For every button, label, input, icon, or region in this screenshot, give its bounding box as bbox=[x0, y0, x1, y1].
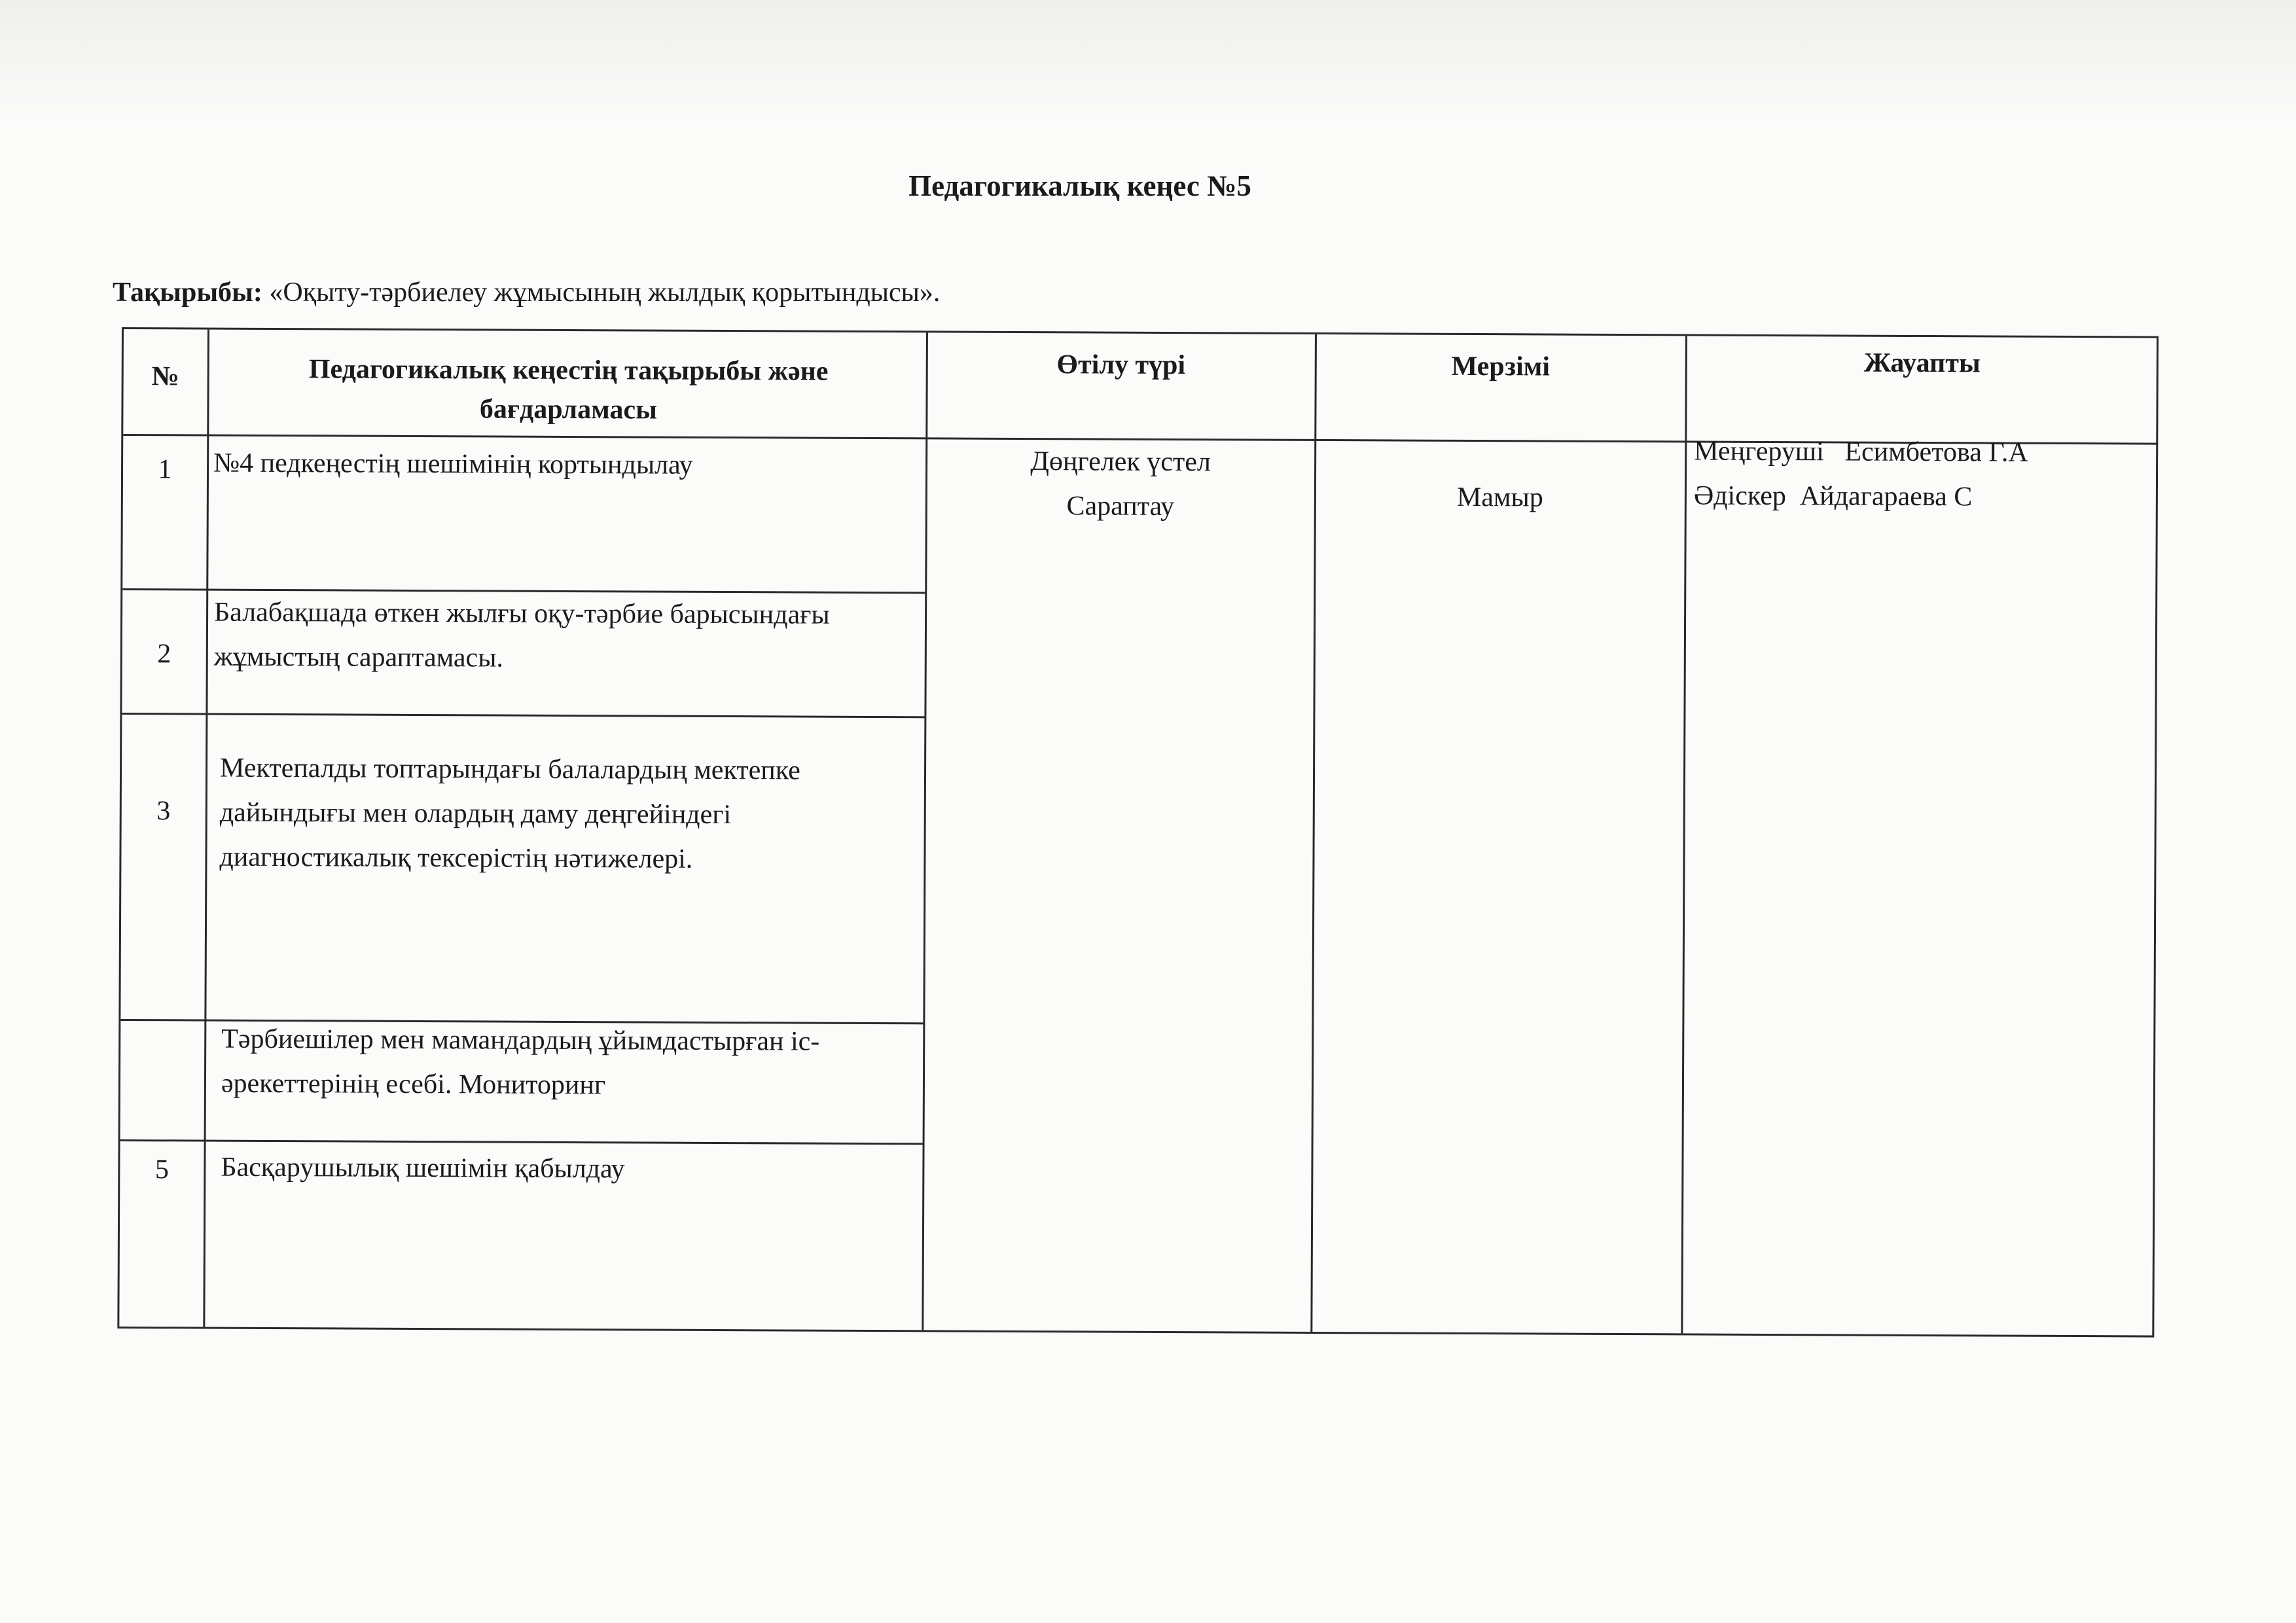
header-term: Мерзімі bbox=[1451, 351, 1551, 382]
form-cell bbox=[927, 438, 1315, 529]
topic-line bbox=[113, 277, 940, 308]
row-topic-text: Балабақшада өткен жылғы оқу-тәрбие барысындағы жұмыстың сараптамасы. bbox=[213, 597, 830, 673]
council-table bbox=[117, 327, 2159, 1338]
responsible-person: Әдіскер Айдагараева С bbox=[1693, 480, 1973, 512]
row-number: 1 bbox=[158, 454, 172, 485]
header-responsible: Жауапты bbox=[1863, 348, 1981, 379]
responsible-cell bbox=[1694, 429, 2159, 520]
row-topic-text: Мектепалды топтарындағы балалардың мектепке дайындығы мен олардың даму деңгейіндегі диагностикалық тексерістің нәтижелері. bbox=[219, 753, 800, 874]
term-cell: Мамыр bbox=[1456, 482, 1543, 513]
header-form: Өтілу түрі bbox=[1056, 349, 1186, 381]
row-topic-text: Тәрбиешілер мен мамандардың ұйымдастырған іс-әрекеттерінің есебі. Мониторинг bbox=[221, 1024, 820, 1101]
document-title: Педагогикалық кеңес №5 bbox=[908, 169, 1251, 202]
header-num: № bbox=[151, 361, 179, 392]
row-number: 5 bbox=[154, 1154, 169, 1185]
row-number: 3 bbox=[156, 796, 171, 827]
row-topic-text: №4 педкеңестің шешімінің кортындылау bbox=[213, 448, 693, 480]
header-topic: Педагогикалық кеңестің тақырыбы және бағдарламасы bbox=[308, 354, 829, 425]
topic-label: Тақырыбы: bbox=[113, 277, 262, 308]
row-divider bbox=[122, 713, 925, 718]
form-item: Дөңгелек үстел bbox=[1030, 446, 1211, 478]
row-divider bbox=[120, 1139, 924, 1145]
scan-shadow bbox=[0, 0, 2296, 124]
form-item: Сараптау bbox=[1066, 491, 1175, 522]
topic-text: «Оқыту-тәрбиелеу жұмысының жылдық қорытындысы». bbox=[262, 277, 941, 308]
row-number: 2 bbox=[157, 639, 171, 669]
row-topic-text: Басқарушылық шешімін қабылдау bbox=[221, 1152, 625, 1185]
responsible-person: Меңгеруші Есимбетова Г.А bbox=[1694, 436, 2028, 468]
